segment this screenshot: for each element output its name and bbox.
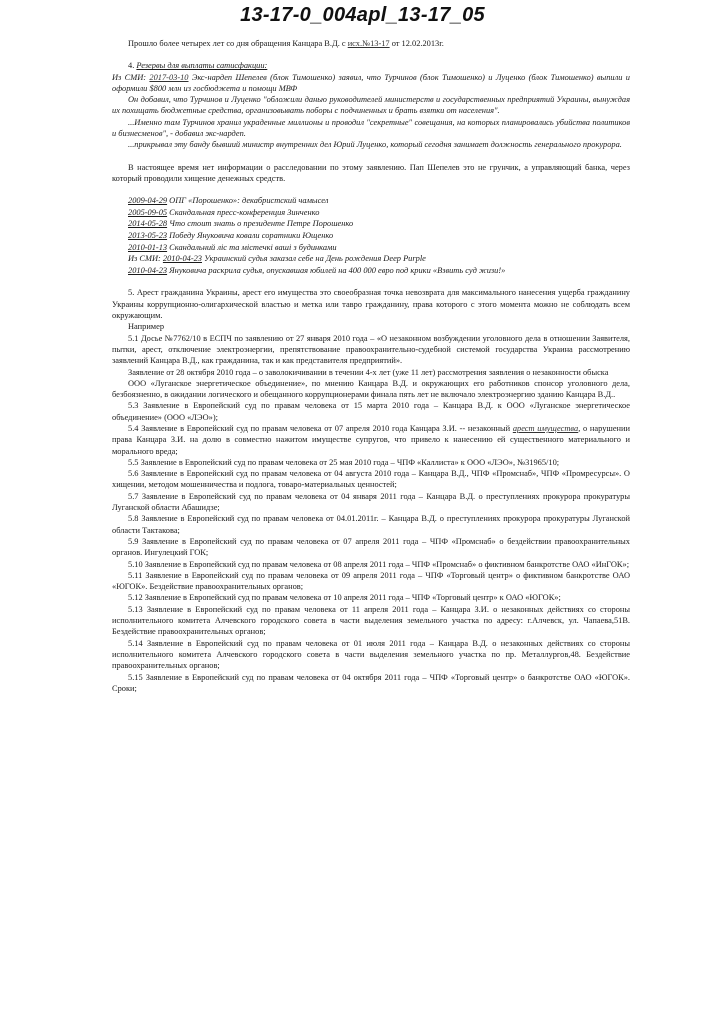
news-link-item: 2010-01-13 Скандальний лiс та мiстечкi вашi з будинками — [128, 242, 337, 252]
section-5-item: ООО «Луганское энергетическое объединение», по мнению Канцара В.Д. и окружающих его работников спонсор уголовного дела, безбоязненно, в ожидании логического и обещанного коррупционерами финала пять лет не включало электроэнергию зданию Канцара В.Д.. — [112, 378, 630, 400]
section-5-lead: 5. Арест гражданина Украины, арест его имущества это своеобразная точка невозврата для максимального нанесения ущерба гражданину Украины коррупционно-олигархической властью и метка или тавро гражданину, права которого с этого момента можно не соблюдать всем окружающим. — [112, 288, 630, 321]
section-5-item: 5.1 Досье №7762/10 в ЕСПЧ по заявлению от 27 января 2010 года – «О незаконном возбуждении уголовного дела в отношении Заявителя, пытки, арест, отключение электроэнергии, препятствование правоохранительно-судебной системой государства Украина рассмотрению заявлений Канцара В.Д., как гражданина, так и как представителя предприятий». — [112, 333, 630, 366]
section-4-smi-paragraph: Из СМИ: 2017-03-10 Экс-нардеп Шепелев (блок Тимошенко) заявил, что Турчинов (блок Тимошенко) и Луценко (блок Тимошенко) выпили и оформили $800 млн из госбюджета и помощи МВФ — [112, 72, 630, 93]
section-4-quote-1: Он добавил, что Турчинов и Луценко "обложили данью руководителей министерств и государственных предприятий Украины, вынуждая их похищать бюджетные средства, организовывать поборы с подчиненных и брать взятки от населения". — [112, 95, 630, 116]
news-link-item: 2013-05-23 Победу Януковича ковали соратники Ющенко — [128, 231, 334, 241]
section-5-item: 5.3 Заявление в Европейский суд по правам человека от 15 марта 2010 года – Канцара В.Д. к ООО «Луганское энергетическое объединение» (ООО «ЛЭО»); — [112, 401, 630, 422]
news-link-item: 2014-05-28 Что стоит знать о президенте Петре Порошенко — [128, 219, 354, 229]
section-4-quote-3: ...прикрывал эту банду бывший министр внутренних дел Юрий Луценко, который сегодня занимает должность генерального прокурора. — [128, 140, 622, 150]
section-4-heading: 4. Резервы для выплаты сатисфакции: — [128, 61, 268, 71]
news-link-date[interactable]: 2005-09-05 — [128, 207, 168, 217]
smi-date-link[interactable]: 2017-03-10 — [149, 72, 189, 82]
news-link-date[interactable]: 2014-05-28 — [128, 219, 168, 229]
news-link-item: 2009-04-29 ОПГ «Порошенко»: декабристский чамысел — [128, 196, 329, 206]
news-link-item: 2010-04-23 Януковича раскрила судья, опускавшая юбилей на 400 000 евро под крики «Взвить суд жизи!» — [128, 265, 506, 275]
section-5-item: 5.15 Заявление в Европейский суд по правам человека от 04 октября 2011 года – ЧПФ «Торговый центр» о банкротстве ОАО «ЮГОК». Сроки; — [112, 672, 630, 693]
page-title: 13-17-0_004apl_13-17_05 — [240, 4, 485, 26]
section-5-item: 5.9 Заявление в Европейский суд по правам человека от 07 апреля 2011 года – ЧПФ «Промснаб» о бездействии правоохранительных органов. Ингулецкий ГОК; — [112, 536, 630, 558]
section-5-item: 5.11 Заявление в Европейский суд по правам человека от 09 апреля 2011 года – ЧПФ «Торговый центр» о фиктивном банкротстве ОАО «ЮГОК». Бездействие правоохранительных органов; — [112, 570, 630, 592]
section-5-item: 5.6 Заявление в Европейский суд по правам человека от 04 августа 2010 года – Канцара В.Д., ЧПФ «Промснаб», ЧПФ «Промресурсы». О хищении, методом мошенничества и подлога, товаро-материальных ценностей; — [112, 469, 630, 490]
intro-paragraph: Прошло более четырех лет со дня обращения Канцара В.Д. с исх.№13-17 от 12.02.2013г. — [128, 39, 444, 48]
news-link-date[interactable]: 2010-04-23 — [162, 254, 202, 264]
arrest-property-link[interactable]: арест имущества — [512, 423, 579, 433]
intro-reference-link[interactable]: исх.№13-17 — [347, 39, 390, 48]
news-link-date[interactable]: 2010-04-23 — [128, 265, 168, 275]
section-5-item: 5.8 Заявление в Европейский суд по правам человека от 04.01.2011г. – Канцара В.Д. о преступлениях прокурора прокуратуры Луганской области Тактакова; — [112, 514, 630, 535]
section-5-item: 5.13 Заявление в Европейский суд по правам человека от 11 апреля 2011 года – Канцара З.И. о незаконных действиях со стороны исполнительного комитета Алчевского городского совета в части выделения земельного участка по адресу: г.Алчевск, ул. Чапаева,51В. Бездействие правоохранительных органов; — [112, 604, 630, 637]
note-paragraph: В настоящее время нет информации о расследовании по этому заявлению. Пап Шепелев это не грунчик, а управляющий банка, через который проводили хищение денежных средств. — [112, 162, 630, 183]
section-5-item: 5.10 Заявление в Европейский суд по правам человека от 08 апреля 2011 года – ЧПФ «Промснаб» о фиктивном банкротстве ОАО «ИнГОК»; — [128, 559, 630, 569]
section-5-item: 5.4 Заявление в Европейский суд по правам человека от 07 апреля 2010 года Канцара З.И. -- незаконный арест имущества, о нарушении права Канцара З.И. на долю в совместно нажитом имуществе супругов, что привело к нанесению ей существенного материального и морального вреда; — [112, 423, 631, 456]
news-link-date[interactable]: 2009-04-29 — [128, 196, 168, 206]
news-link-item: Из СМИ: 2010-04-23 Украинский судья заказал себе на День рождения Deep Purple — [128, 254, 426, 264]
news-link-date[interactable]: 2010-01-13 — [128, 242, 168, 252]
section-4-quote-2: ...Именно там Турчинов хранил украденные миллионы и проводил "секретные" совещания, на которых планировались убийства политиков и бизнесменов", - добавил экс-нардеп. — [112, 117, 630, 139]
document-body — [112, 38, 630, 694]
section-5-item: 5.7 Заявление в Европейский суд по правам человека от 04 января 2011 года – Канцара В.Д. о преступлениях прокурора прокуратуры Луганской области Абашидзе; — [112, 491, 630, 513]
section-5-item: 5.12 Заявление в Европейский суд по правам человека от 10 апреля 2011 года – ЧПФ «Торговый центр» к ОАО «ЮГОК»; — [128, 593, 561, 603]
news-link-date[interactable]: 2013-05-23 — [128, 231, 168, 241]
news-links-list — [128, 195, 630, 276]
news-link-item: 2005-09-05 Скандальная пресс-конференция Зинченко — [128, 207, 320, 217]
section-5-item: 5.5 Заявление в Европейский суд по правам человека от 25 мая 2010 года – ЧПФ «Каллиста» к ООО «ЛЭО», №31965/10; — [128, 457, 560, 467]
section-5-example-label: Например — [128, 322, 165, 332]
section-5-item: Заявление от 28 октября 2010 года – о заволокичивании в течении 4-х лет (уже 11 лет) рассмотрения заявления о незаконности обыска — [128, 367, 609, 377]
section-5-item: 5.14 Заявление в Европейский суд по правам человека от 01 июля 2011 года – Канцара В.Д. о незаконных действиях со стороны исполнительного комитета Алчевского городского совета в части выделения земельного участка по пр. Металлургов,48. Бездействие правоохранительных органов; — [112, 638, 630, 671]
